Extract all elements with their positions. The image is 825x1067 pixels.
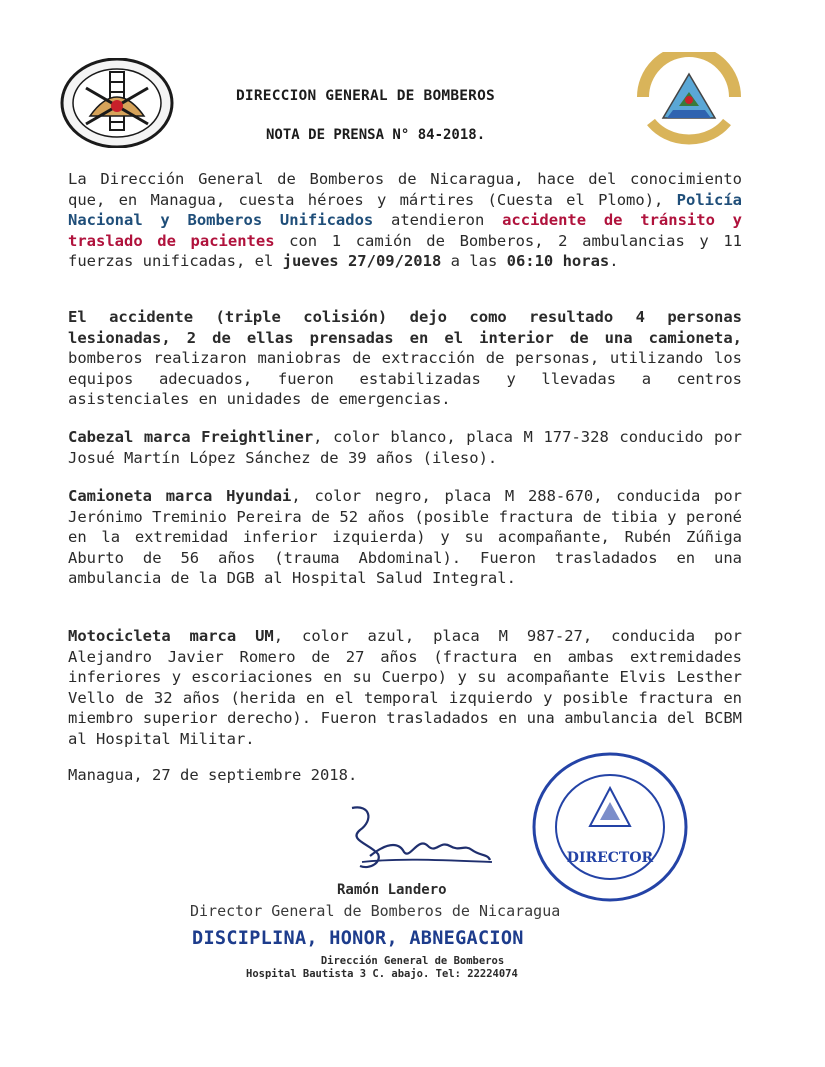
signatory-role: Director General de Bomberos de Nicaragua	[190, 902, 561, 920]
vehicle-motorcycle-label: Motocicleta marca UM	[68, 627, 274, 645]
handwritten-signature	[340, 800, 500, 880]
fire-department-emblem-icon	[60, 58, 174, 148]
paragraph-vehicle-pickup	[68, 486, 742, 589]
intro-text: La Dirección General de Bomberos de Nicaragua, hace del conocimiento que, en Managua, cuesta héroes y mártires (Cuesta el Plomo),	[68, 170, 742, 209]
institutional-motto: DISCIPLINA, HONOR, ABNEGACION	[192, 928, 524, 949]
intro-text: atendieron	[373, 211, 503, 229]
accident-detail: bomberos realizaron maniobras de extracción de personas, utilizando los equipos adecuados, fueron estabilizadas y llevadas a centros asistenciales en unidades de emergencias.	[68, 349, 742, 408]
footer-address-line2: Hospital Bautista 3 C. abajo. Tel: 22224074	[246, 968, 518, 980]
press-note-number: NOTA DE PRENSA N° 84-2018.	[266, 127, 486, 143]
nicaragua-coat-of-arms-icon	[633, 52, 745, 152]
paragraph-intro	[68, 169, 742, 272]
svg-text:DIRECTOR: DIRECTOR	[566, 850, 654, 866]
place-date: Managua, 27 de septiembre 2018.	[68, 766, 358, 784]
signatory-name: Ramón Landero	[337, 882, 447, 898]
accident-summary: El accidente (triple colisión) dejo como resultado 4 personas lesionadas, 2 de ellas prensadas en el interior de una camioneta,	[68, 308, 742, 347]
footer-address-line1: Dirección General de Bomberos	[320, 955, 505, 967]
vehicle-motorcycle-detail: , color azul, placa M 987-27, conducida por Alejandro Javier Romero de 27 años (fractura en ambas extremidades inferiores y escoriaciones en su Cuerpo) y su acompañante Elvis Lesther Vello de 32 años (herida en el temporal izquierdo y posible fractura en miembro superior derecho). Fueron trasladados en una ambulancia del BCBM al Hospital Militar.	[68, 627, 742, 748]
intro-text: .	[609, 252, 619, 270]
paragraph-vehicle-motorcycle	[68, 626, 742, 749]
intro-text: con 1 camión de Bomberos, 2 ambulancias y 11 fuerzas unificadas, el	[68, 231, 742, 270]
event-time: 06:10 horas	[506, 252, 610, 270]
vehicle-truck-label: Cabezal marca Freightliner	[68, 428, 314, 446]
paragraph-vehicle-truck	[68, 427, 742, 468]
vehicle-pickup-detail: , color negro, placa M 288-670, conducida por Jerónimo Treminio Pereira de 52 años (posible fractura de tibia y peroné en la extremidad inferior izquierda) y su acompañante, Rubén Zúñiga Aburto de 56 años (trauma Abdominal). Fueron trasladados en una ambulancia de la DGB al Hospital Salud Integral.	[68, 487, 742, 587]
incident-highlight: accidente de tránsito y traslado de pacientes	[68, 211, 742, 250]
page-title: DIRECCION GENERAL DE BOMBEROS	[236, 88, 495, 104]
vehicle-truck-detail: , color blanco, placa M 177-328 conducido por Josué Martín López Sánchez de 39 años (ileso).	[68, 428, 742, 467]
paragraph-accident	[68, 307, 742, 410]
intro-text: a las	[441, 252, 507, 270]
vehicle-pickup-label: Camioneta marca Hyundai	[68, 487, 292, 505]
event-date: jueves 27/09/2018	[282, 252, 442, 270]
units-highlight: Policía Nacional y Bomberos Unificados	[68, 190, 742, 229]
official-stamp	[530, 750, 690, 905]
